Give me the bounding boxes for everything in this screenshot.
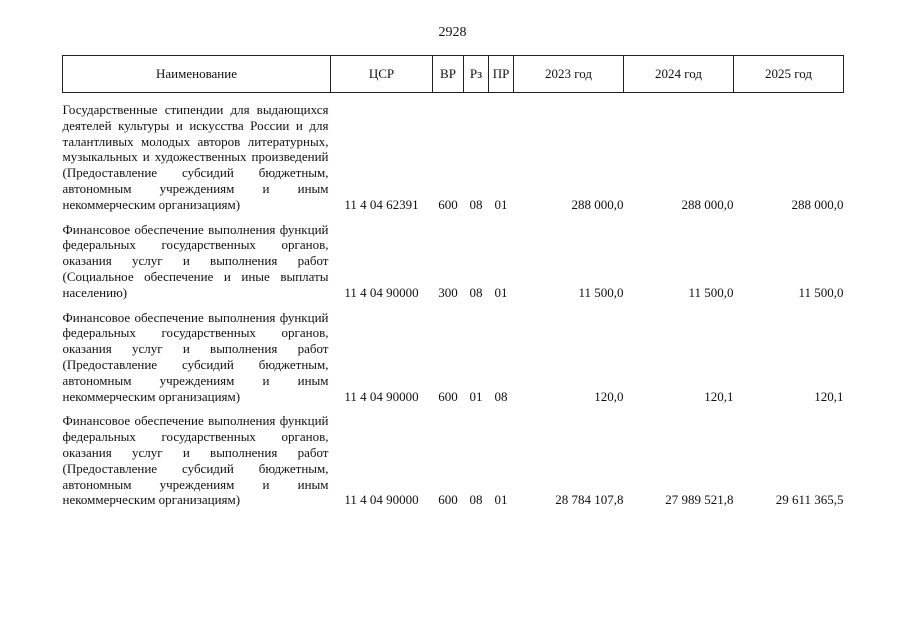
header-vr: ВР (433, 56, 464, 93)
row-csr: 11 4 04 90000 (344, 388, 419, 404)
spacer-cell (63, 93, 844, 103)
row-amount-2025: 288 000,0 (791, 196, 844, 212)
header-rz: Рз (464, 56, 489, 93)
table-body (63, 93, 844, 509)
table-row (63, 413, 844, 508)
table-row (63, 222, 844, 301)
header-2025: 2025 год (734, 56, 844, 93)
header-csr: ЦСР (331, 56, 433, 93)
spacer-cell (63, 404, 844, 413)
table-row (63, 102, 844, 213)
spacer-cell (63, 213, 844, 222)
row-amount-2024: 27 989 521,8 (665, 492, 734, 508)
row-vr: 300 (438, 284, 458, 300)
row-amount-2024: 288 000,0 (681, 196, 734, 212)
row-csr: 11 4 04 90000 (344, 492, 419, 508)
row-spacer (63, 213, 844, 222)
row-csr: 11 4 04 90000 (344, 284, 419, 300)
row-spacer (63, 404, 844, 413)
row-amount-2023: 11 500,0 (578, 284, 624, 300)
page-number: 2928 (438, 25, 467, 40)
row-rz: 08 (469, 492, 483, 508)
row-csr: 11 4 04 62391 (344, 196, 419, 212)
row-amount-2024: 11 500,0 (688, 284, 734, 300)
row-pr: 01 (494, 284, 508, 300)
row-amount-2023: 120,0 (594, 388, 624, 404)
header-pr: ПР (489, 56, 514, 93)
row-name: Финансовое обеспечение выполнения функций федеральных государственных органов, оказания услуг и выполнения работ (Социальное обеспечение и иные выплаты населению) (62, 221, 329, 300)
row-amount-2025: 120,1 (814, 388, 844, 404)
row-rz: 08 (469, 196, 483, 212)
row-vr: 600 (438, 196, 458, 212)
budget-table (62, 55, 844, 508)
row-name: Государственные стипендии для выдающихся деятелей культуры и искусства России и для талантливых молодых авторов литературных, музыкальных и художественных произведений (Предоставление субсидий бюджетным, автономным учреждениям и иным некоммерческим организациям) (62, 102, 329, 212)
table-row (63, 310, 844, 405)
row-amount-2023: 288 000,0 (571, 196, 624, 212)
row-amount-2023: 28 784 107,8 (555, 492, 624, 508)
row-spacer (63, 93, 844, 103)
header-name: Наименование (63, 56, 331, 93)
row-spacer (63, 301, 844, 310)
row-pr: 08 (494, 388, 508, 404)
row-pr: 01 (494, 492, 508, 508)
row-rz: 08 (469, 284, 483, 300)
table-header (63, 56, 844, 93)
row-vr: 600 (438, 492, 458, 508)
row-rz: 01 (469, 388, 483, 404)
row-name: Финансовое обеспечение выполнения функций федеральных государственных органов, оказания услуг и выполнения работ (Предоставление субсидий бюджетным, автономным учреждениям и иным некоммерческим организациям) (62, 413, 329, 508)
row-pr: 01 (494, 196, 508, 212)
row-name: Финансовое обеспечение выполнения функций федеральных государственных органов, оказания услуг и выполнения работ (Предоставление субсидий бюджетным, автономным учреждениям и иным некоммерческим организациям) (62, 309, 329, 404)
header-row (63, 56, 844, 93)
header-2023: 2023 год (514, 56, 624, 93)
spacer-cell (63, 301, 844, 310)
row-amount-2025: 29 611 365,5 (775, 492, 844, 508)
header-2024: 2024 год (624, 56, 734, 93)
row-vr: 600 (438, 388, 458, 404)
row-amount-2025: 11 500,0 (798, 284, 844, 300)
row-amount-2024: 120,1 (704, 388, 734, 404)
